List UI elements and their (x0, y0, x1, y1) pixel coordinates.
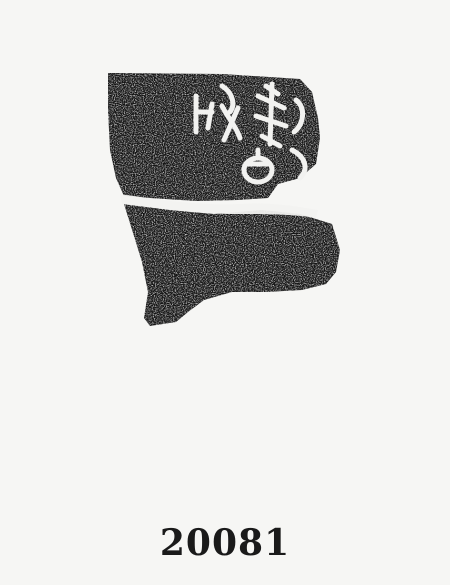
crack-band (120, 194, 318, 218)
catalog-number: 20081 (159, 522, 291, 564)
inscription (196, 84, 305, 182)
fragment-upper-body (108, 73, 320, 201)
fragment-lower-body (124, 204, 340, 326)
rubbing-texture (108, 73, 340, 326)
